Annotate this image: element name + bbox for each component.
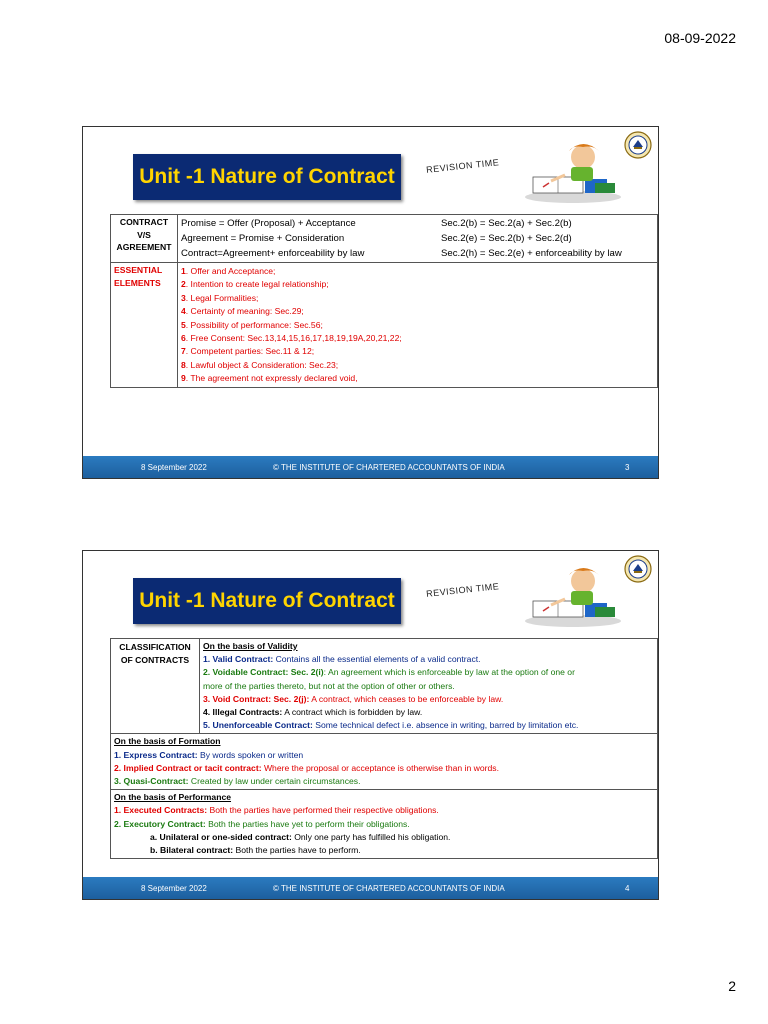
formation-heading: On the basis of Formation: [114, 736, 221, 747]
heading-line: AGREEMENT: [116, 242, 172, 252]
revision-time-label: REVISION TIME: [425, 581, 500, 599]
section-text: Sec.2(b) = Sec.2(a) + Sec.2(b): [441, 218, 572, 229]
child-reading-illustration-icon: [503, 137, 633, 205]
list-item: 7. Competent parties: Sec.11 & 12;: [181, 346, 315, 357]
list-item: 3. Quasi-Contract: Created by law under certain circumstances.: [114, 776, 361, 787]
formula-line: [181, 246, 654, 261]
header-date: 08-09-2022: [664, 30, 736, 46]
table-row: [111, 734, 658, 790]
list-item: more of the parties thereto, but not at the option of other or others.: [203, 680, 455, 691]
slide-footer: [83, 877, 658, 899]
list-item: 3. Legal Formalities;: [181, 292, 259, 303]
list-item: 5. Possibility of performance: Sec.56;: [181, 319, 323, 330]
row-heading: [111, 215, 178, 263]
list-item: 2. Implied Contract or tacit contract: Where the proposal or acceptance is otherwise than in words.: [114, 762, 499, 773]
table-row: [111, 215, 658, 263]
list-item: 1. Valid Contract: Contains all the essential elements of a valid contract.: [203, 654, 481, 665]
performance-heading: On the basis of Performance: [114, 792, 232, 803]
list-item: b. Bilateral contract: Both the parties have to perform.: [150, 845, 361, 856]
list-item: 3. Void Contract: Sec. 2(j): A contract, which ceases to be enforceable by law.: [203, 693, 504, 704]
list-item: 9. The agreement not expressly declared void,: [181, 373, 358, 384]
validity-heading: On the basis of Validity: [203, 641, 298, 651]
list-item: 4. Certainty of meaning: Sec.29;: [181, 306, 304, 317]
elements-list: [178, 263, 658, 388]
slide-3: [82, 126, 659, 479]
child-reading-illustration-icon: [503, 561, 633, 629]
revision-time-label: REVISION TIME: [425, 157, 500, 175]
table-row: [111, 263, 658, 388]
formation-cell: [111, 734, 658, 790]
formula-cell: [178, 215, 658, 263]
list-item: 6. Free Consent: Sec.13,14,15,16,17,18,19,19A,20,21,22;: [181, 333, 402, 344]
footer-date: 8 September 2022: [141, 883, 207, 893]
heading-line: CONTRACT: [119, 217, 169, 227]
formula-text: Contract=Agreement+ enforceability by law: [181, 248, 365, 259]
section-text: Sec.2(e) = Sec.2(b) + Sec.2(d): [441, 233, 572, 244]
footer-copyright: © THE INSTITUTE OF CHARTERED ACCOUNTANTS OF INDIA: [273, 883, 505, 893]
list-item: a. Unilateral or one-sided contract: Only one party has fulfilled his obligation.: [150, 831, 451, 842]
slide-footer: [83, 456, 658, 478]
validity-cell: [200, 639, 658, 734]
slide-title: Unit -1 Nature of Contract: [133, 578, 401, 624]
contract-vs-agreement-table: [110, 214, 658, 388]
heading-line: ESSENTIAL: [114, 265, 163, 275]
heading-line: V/S: [137, 229, 151, 240]
row-heading: [111, 639, 200, 734]
footer-copyright: © THE INSTITUTE OF CHARTERED ACCOUNTANTS OF INDIA: [273, 462, 505, 472]
formula-line: [181, 216, 654, 231]
footer-slide-number: 3: [625, 462, 630, 472]
formula-text: Promise = Offer (Proposal) + Acceptance: [181, 218, 356, 229]
slide-4: [82, 550, 659, 900]
list-item: 1. Executed Contracts: Both the parties have performed their respective obligations.: [114, 805, 439, 816]
heading-line: OF CONTRACTS: [120, 654, 190, 665]
section-text: Sec.2(h) = Sec.2(e) + enforceability by law: [441, 248, 622, 259]
list-item: 2. Voidable Contract: Sec. 2(i): An agreement which is enforceable by law at the option of one or: [203, 667, 575, 678]
list-item: 1. Express Contract: By words spoken or written: [114, 749, 304, 760]
list-item: 2. Executory Contract: Both the parties have yet to perform their obligations.: [114, 818, 410, 829]
slide-title: Unit -1 Nature of Contract: [133, 154, 401, 200]
table-row: [111, 639, 658, 734]
formula-line: [181, 231, 654, 246]
footer-date: 8 September 2022: [141, 462, 207, 472]
heading-line: ELEMENTS: [114, 277, 161, 288]
table-row: [111, 790, 658, 859]
row-heading: [111, 263, 178, 388]
list-item: 5. Unenforceable Contract: Some technical defect i.e. absence in writing, barred by limitation etc.: [203, 720, 579, 731]
list-item: 2. Intention to create legal relationship;: [181, 279, 329, 290]
page-number: 2: [728, 978, 736, 994]
heading-line: CLASSIFICATION: [119, 642, 191, 652]
list-item: 8. Lawful object & Consideration: Sec.23;: [181, 359, 339, 370]
performance-cell: [111, 790, 658, 859]
classification-table: [110, 638, 658, 859]
footer-slide-number: 4: [625, 883, 630, 893]
formula-text: Agreement = Promise + Consideration: [181, 233, 345, 244]
list-item: 4. Illegal Contracts: A contract which is forbidden by law.: [203, 707, 423, 718]
list-item: 1. Offer and Acceptance;: [181, 266, 276, 276]
